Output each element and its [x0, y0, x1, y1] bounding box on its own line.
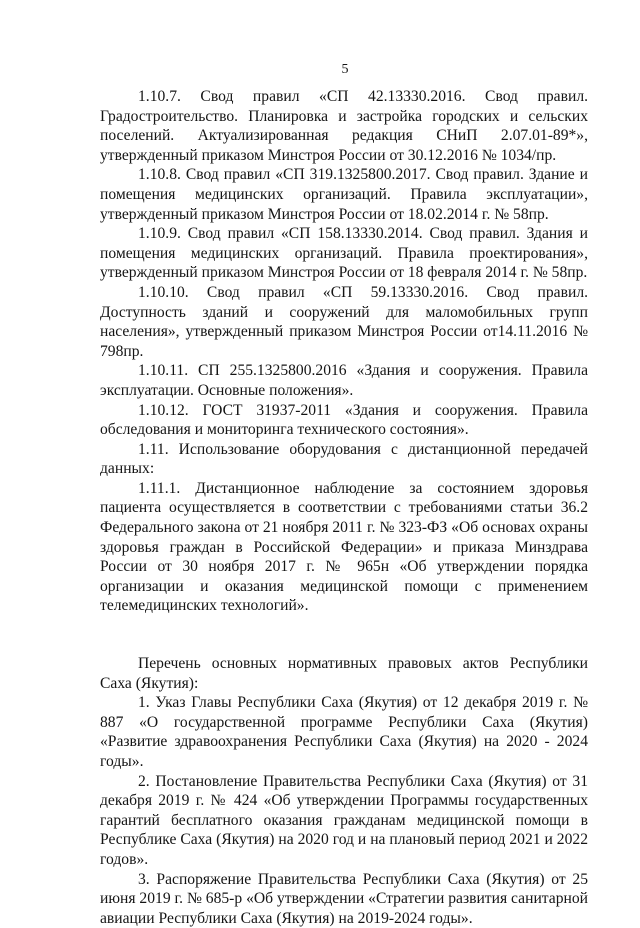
paragraph-1-11-1: 1.11.1. Дистанционное наблюдение за состоянием здоровья пациента осуществляется в соответствии с требованиями статьи 36.2 Федерального закона от 21 ноября 2011 г. № 323-ФЗ «Об основах охраны здоровья граждан в Российской Федерации» и приказа Минздрава России от 30 ноября 2017 г. № 965н «Об утверждении порядка организации и оказания медицинской помощи с применением телемедицинских технологий». [100, 479, 588, 615]
regional-act-item-2: 2. Постановление Правительства Республики Саха (Якутия) от 31 декабря 2019 г. № 424 «Об утверждении Программы государственных гарантий бесплатного оказания гражданам медицинской помощи в Республике Саха (Якутия) на 2020 год и на плановый период 2021 и 2022 годов». [100, 772, 588, 868]
paragraph-1-10-8: 1.10.8. Свод правил «СП 319.1325800.2017. Свод правил. Здание и помещения медицинских организаций. Правила эксплуатации», утвержденный приказом Минстроя России от 18.02.2014 г. № 58пр. [100, 166, 588, 223]
page-number: 5 [341, 62, 349, 77]
regional-act-item-3: 3. Распоряжение Правительства Республики Саха (Якутия) от 25 июня 2019 г. № 685-р «Об утверждении «Стратегии развития санитарной авиации Республики Саха (Якутия) на 2019-2024 годы». [100, 870, 588, 927]
paragraph-1-10-12: 1.10.12. ГОСТ 31937-2011 «Здания и сооружения. Правила обследования и мониторинга технического состояния». [100, 401, 588, 439]
paragraph-1-10-11: 1.10.11. СП 255.1325800.2016 «Здания и сооружения. Правила эксплуатации. Основные положения». [100, 362, 588, 399]
paragraph-1-11: 1.11. Использование оборудования с дистанционной передачей данных: [100, 440, 588, 478]
paragraph-1-10-7: 1.10.7. Свод правил «СП 42.13330.2016. Свод правил. Градостроительство. Планировка и застройка городских и сельских поселений. Актуализированная редакция СНиП 2.07.01-89*», утвержденный приказом Минстроя России от 30.12.2016 № 1034/пр. [100, 88, 588, 164]
paragraph-1-10-10: 1.10.10. Свод правил «СП 59.13330.2016. Свод правил. Доступность зданий и сооружений для маломобильных групп населения», утвержденный приказом Минстроя России от14.11.2016 № 798пр. [100, 283, 588, 360]
document-body [100, 87, 588, 928]
regional-acts-heading: Перечень основных нормативных правовых актов Республики Саха (Якутия): [100, 655, 588, 692]
paragraph-1-10-9: 1.10.9. Свод правил «СП 158.13330.2014. Свод правил. Здания и помещения медицинских организаций. Правила проектирования», утвержденный приказом Минстроя России от 18 февраля 2014 г. № 58пр. [100, 225, 588, 282]
regional-act-item-1: 1. Указ Главы Республики Саха (Якутия) от 12 декабря 2019 г. № 887 «О государственной программе Республики Саха (Якутия) «Развитие здравоохранения Республики Саха (Якутия) на 2020 - 2024 годы». [100, 694, 588, 770]
